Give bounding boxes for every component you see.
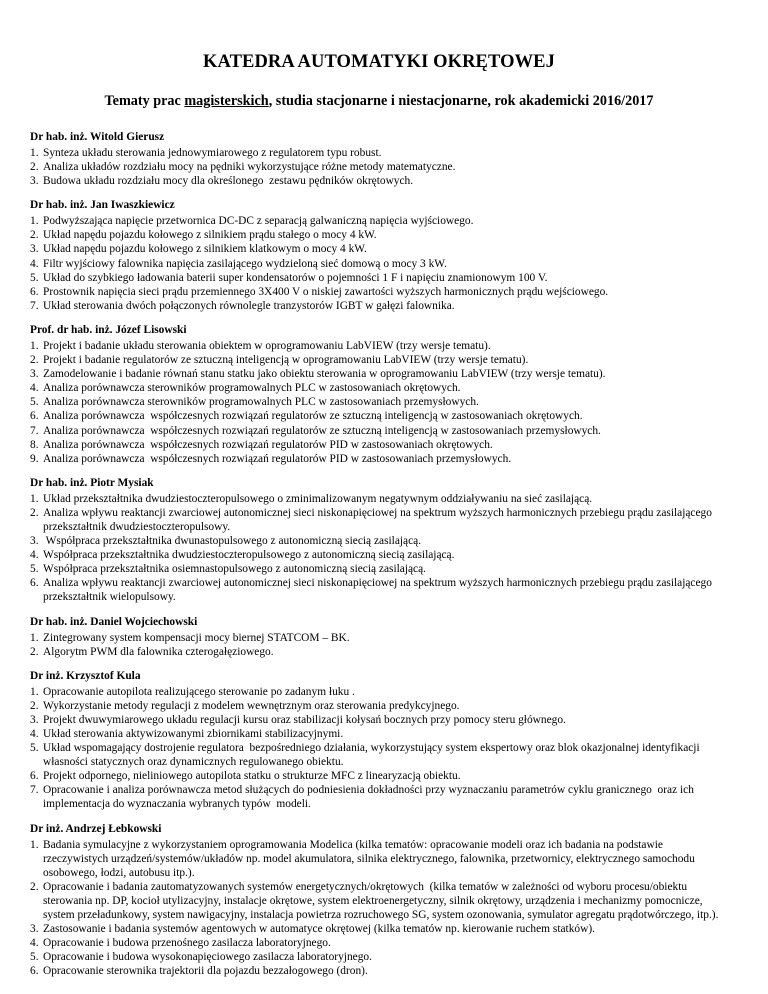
topic-item (30, 880, 728, 922)
topic-text: Analiza porównawcza współczesnych rozwiązań regulatorów ze sztuczną inteligencją w zastosowaniach przemysłowych. (43, 424, 601, 437)
topic-item (30, 685, 728, 699)
topic-text: Układ do szybkiego ładowania baterii super kondensatorów o pojemności 1 F i napięciu znamionowym 100 V. (43, 271, 548, 284)
topic-item (30, 548, 728, 562)
topic-text: Układ napędu pojazdu kołowego z silnikiem prądu stałego o mocy 4 kW. (43, 229, 377, 242)
topic-item (30, 228, 728, 242)
topic-item (30, 576, 728, 604)
topic-number: 5. (30, 271, 39, 284)
topic-item (30, 727, 728, 741)
topic-text: Analiza porównawcza sterowników programowalnych PLC w zastosowaniach okrętowych. (43, 382, 461, 395)
topic-text: Opracowanie autopilota realizującego sterowanie po zadanym łuku . (43, 685, 355, 698)
topic-text: Analiza porównawcza współczesnych rozwiązań regulatorów ze sztuczną inteligencją w zastosowaniach okrętowych. (43, 410, 583, 423)
topic-number: 1. (30, 147, 39, 159)
supervisor-name: Prof. dr hab. inż. Józef Lisowski (30, 323, 187, 336)
topic-item (30, 631, 728, 645)
supervisor-section (30, 323, 728, 466)
topic-text: Zintegrowany system kompensacji mocy biernej STATCOM – BK. (43, 631, 350, 644)
topic-text: Współpraca przekształtnika osiemnastopulsowego z autonomiczną siecią zasilającą. (43, 563, 427, 576)
topic-number: 6. (30, 965, 39, 978)
topic-number: 1. (30, 685, 39, 698)
topic-number: 4. (30, 257, 39, 270)
subtitle-post: , studia stacjonarne i niestacjonarne, rok akademicki 2016/2017 (268, 93, 654, 109)
topic-text: Filtr wyjściowy falownika napięcia zasilającego wydzieloną sieć domową o mocy 3 kW. (43, 257, 447, 270)
topic-item (30, 741, 728, 769)
topic-text: Układ przekształtnika dwudziestoczteropulsowego o zminimalizowanym negatywnym oddziaływaniu na sieć zasilającą. (43, 492, 593, 505)
topic-number: 5. (30, 563, 39, 576)
topic-item (30, 769, 728, 783)
supervisor-name: Dr hab. inż. Witold Gierusz (30, 131, 165, 143)
topic-item (30, 395, 728, 409)
topic-list (30, 631, 728, 659)
topic-number: 6. (30, 285, 39, 298)
topic-text: Analiza porównawcza współczesnych rozwiązań regulatorów PID w zastosowaniach okrętowych. (43, 438, 493, 451)
topic-number: 2. (30, 161, 39, 174)
supervisor-section (30, 130, 728, 188)
topic-item (30, 492, 728, 506)
topic-number: 5. (30, 396, 39, 409)
supervisor-section (30, 198, 728, 313)
page-subtitle (30, 93, 728, 110)
topic-number: 6. (30, 770, 39, 783)
topic-item (30, 936, 728, 950)
topic-number: 2. (30, 699, 39, 712)
topic-number: 2. (30, 645, 39, 658)
subtitle-underlined: magisterskich (184, 93, 269, 109)
supervisor-name: Dr hab. inż. Jan Iwaszkiewicz (30, 199, 175, 212)
supervisor-name: Dr inż. Krzysztof Kula (30, 669, 141, 682)
topic-item (30, 645, 728, 659)
topic-number: 1. (30, 631, 39, 644)
supervisor-section (30, 669, 728, 812)
topic-number: 4. (30, 728, 39, 740)
topic-item (30, 299, 728, 313)
topic-item (30, 922, 728, 936)
topic-number: 8. (30, 438, 39, 451)
topic-item (30, 339, 728, 353)
topic-text: Budowa układu rozdziału mocy dla określonego zestawu pędników okrętowych. (43, 175, 414, 188)
sections-container (30, 130, 728, 979)
topic-text: Analiza porównawcza sterowników programowalnych PLC w zastosowaniach przemysłowych. (43, 396, 479, 409)
topic-item (30, 146, 728, 160)
topic-text: Zastosowanie i badania systemów agentowych w automatyce okrętowej (kilka tematów np. kierowanie ruchem statków). (43, 923, 595, 936)
topic-text: Badania symulacyjne z wykorzystaniem oprogramowania Modelica (kilka tematów: opracowanie modeli oraz ich badania na podstawie rzeczywistych urządzeń/systemów/układów np. model akumulatora, silnika elektrycznego, falownika, przetwornicy, elektrycznego samochodu osobowego, łodzi, autobusu itp.). (43, 838, 698, 879)
topic-number: 5. (30, 742, 39, 755)
topic-number: 1. (30, 339, 39, 352)
topic-number: 3. (30, 175, 39, 188)
topic-item (30, 534, 728, 548)
topic-item (30, 174, 728, 188)
supervisor-name: Dr hab. inż. Daniel Wojciechowski (30, 615, 198, 628)
topic-text: Wykorzystanie metody regulacji z modelem wewnętrznym oraz sterowania predykcyjnego. (43, 699, 460, 712)
topic-item (30, 214, 728, 228)
topic-text: Synteza układu sterowania jednowymiarowego z regulatorem typu robust. (43, 147, 382, 159)
topic-text: Analiza wpływu reaktancji zwarciowej autonomicznej sieci niskonapięciowej na spektrum wyższych harmonicznych przebiegu prądu zasilającego przekształtnik dwudziestoczteropulsowy. (43, 506, 715, 533)
topic-item (30, 409, 728, 423)
topic-text: Opracowanie i badania zautomatyzowanych systemów energetycznych/okrętowych (kilka tematów w zależności od wyboru procesu/obiektu sterowania np. DP, kocioł utylizacyjny, instalacje okrętowe, system elektroenergetyczny, silnik okrętowy, urządzenia i mechanizmy pomocnicze, system przeładunkowy, system nawigacyjny, instalacja powietrza rozruchowego SG, system ozonowania, symulator agregatu prądotwórczego, itp.). (43, 880, 719, 922)
supervisor-name: Dr inż. Andrzej Łebkowski (30, 822, 162, 835)
page-title: KATEDRA AUTOMATYKI OKRĘTOWEJ (203, 52, 555, 72)
topic-list (30, 214, 728, 313)
topic-number: 6. (30, 577, 39, 590)
topic-list (30, 146, 728, 188)
topic-item (30, 838, 728, 880)
topic-text: Układ napędu pojazdu kołowego z silnikiem klatkowym o mocy 4 kW. (43, 243, 367, 256)
topic-item (30, 367, 728, 381)
topic-text: Analiza układów rozdziału mocy na pędniki wykorzystujące różne metody matematyczne. (43, 161, 456, 174)
supervisor-section (30, 615, 728, 659)
topic-text: Opracowanie i analiza porównawcza metod służących do podniesienia dokładności przy wyznaczaniu parametrów cyklu granicznego oraz ich implementacja do wyznaczania wybranych typów modeli. (43, 784, 697, 811)
topic-number: 4. (30, 382, 39, 395)
topic-text: Układ wspomagający dostrojenie regulatora bezpośredniego działania, wykorzystujący system ekspertowy oraz blok okazjonalnej identyfikacji własności statycznych oraz dynamicznych regulowanego obiektu. (43, 742, 703, 769)
supervisor-section (30, 822, 728, 979)
topic-text: Analiza porównawcza współczesnych rozwiązań regulatorów PID w zastosowaniach przemysłowych. (43, 452, 512, 465)
topic-item (30, 950, 728, 964)
topic-text: Opracowanie i budowa wysokonapięciowego zasilacza laboratoryjnego. (43, 951, 372, 964)
topic-list (30, 838, 728, 979)
topic-number: 3. (30, 535, 39, 548)
topic-number: 7. (30, 424, 39, 437)
topic-number: 7. (30, 784, 39, 797)
topic-item (30, 257, 728, 271)
topic-item (30, 381, 728, 395)
topic-number: 6. (30, 410, 39, 423)
subtitle-pre: Tematy prac (104, 93, 185, 109)
topic-item (30, 452, 728, 466)
topic-number: 4. (30, 549, 39, 562)
topic-text: Projekt odpornego, nieliniowego autopilota statku o strukturze MFC z linearyzacją obiektu. (43, 770, 461, 783)
topic-item (30, 424, 728, 438)
supervisor-section (30, 476, 728, 605)
topic-text: Współpraca przekształtnika dwunastopulsowego z autonomiczną siecią zasilającą. (43, 535, 422, 548)
topic-item (30, 699, 728, 713)
topic-text: Projekt i badanie układu sterowania obiektem w oprogramowaniu LabVIEW (trzy wersje tematu). (43, 339, 491, 352)
topic-item (30, 964, 728, 978)
topic-text: Układ sterowania aktywizowanymi zbiornikami stabilizacyjnymi. (43, 728, 344, 740)
topic-number: 2. (30, 229, 39, 242)
topic-number: 2. (30, 506, 39, 519)
topic-item (30, 438, 728, 452)
topic-text: Projekt i badanie regulatorów ze sztuczną inteligencją w oprogramowaniu LabVIEW (trzy wersje tematu). (43, 354, 529, 367)
topic-number: 3. (30, 243, 39, 256)
topic-item (30, 160, 728, 174)
topic-text: Analiza wpływu reaktancji zwarciowej autonomicznej sieci niskonapięciowej na spektrum wyższych harmonicznych przebiegu prądu zasilającego przekształtnik wielopulsowy. (43, 577, 715, 604)
topic-item (30, 506, 728, 534)
topic-item (30, 783, 728, 811)
topic-list (30, 492, 728, 605)
topic-number: 1. (30, 492, 39, 505)
topic-text: Układ sterowania dwóch połączonych równolegle tranzystorów IGBT w gałęzi falownika. (43, 299, 455, 312)
topic-number: 2. (30, 354, 39, 367)
topic-number: 5. (30, 951, 39, 964)
topic-number: 3. (30, 368, 39, 381)
supervisor-name: Dr hab. inż. Piotr Mysiak (30, 476, 154, 489)
topic-number: 3. (30, 923, 39, 936)
topic-text: Współpraca przekształtnika dwudziestoczteropulsowego z autonomiczną siecią zasilającą. (43, 549, 455, 562)
topic-number: 4. (30, 937, 39, 950)
topic-number: 2. (30, 880, 39, 893)
topic-item (30, 271, 728, 285)
topic-number: 1. (30, 838, 39, 851)
topic-item (30, 713, 728, 727)
topic-text: Podwyższająca napięcie przetwornica DC-DC z separacją galwaniczną napięcia wyjściowego. (43, 215, 474, 228)
topic-item (30, 242, 728, 256)
topic-text: Opracowanie i budowa przenośnego zasilacza laboratoryjnego. (43, 937, 331, 950)
topic-text: Zamodelowanie i badanie równań stanu statku jako obiektu sterowania w oprogramowaniu LabVIEW (trzy wersje tematu). (43, 368, 606, 381)
topic-number: 7. (30, 299, 39, 312)
topic-number: 1. (30, 215, 39, 228)
topic-text: Algorytm PWM dla falownika czterogałęziowego. (43, 645, 274, 658)
topic-item (30, 285, 728, 299)
topic-list (30, 339, 728, 466)
topic-text: Projekt dwuwymiarowego układu regulacji kursu oraz stabilizacji kołysań bocznych przy pomocy steru głównego. (43, 713, 566, 726)
topic-number: 3. (30, 713, 39, 726)
topic-text: Prostownik napięcia sieci prądu przemiennego 3X400 V o niskiej zawartości wyższych harmonicznych prądu wejściowego. (43, 285, 609, 298)
topic-item (30, 562, 728, 576)
topic-number: 9. (30, 452, 39, 465)
topic-item (30, 353, 728, 367)
topic-list (30, 685, 728, 812)
topic-text: Opracowanie sterownika trajektorii dla pojazdu bezzałogowego (dron). (43, 965, 368, 978)
